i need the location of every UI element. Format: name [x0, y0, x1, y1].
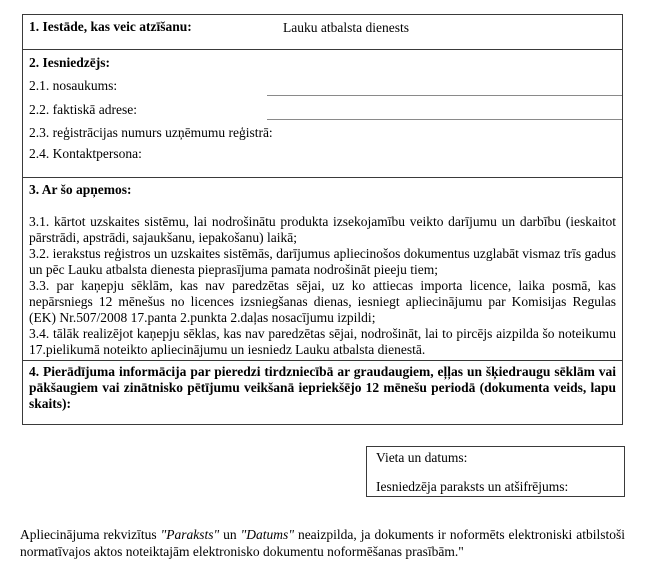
clause-3-2: 3.2. ierakstus reģistros un uzskaites sistēmās, darījumus apliecinošos dokumentus uzglabāt vismaz trīs gadus un pēc Lauku atbalsta dienesta pieprasījuma pamata nodrošināt pieeju tiem; — [29, 246, 616, 277]
footnote-part-2: un — [219, 527, 241, 542]
footnote-part-1: Apliecinājuma rekvizītus — [20, 527, 161, 542]
field-2-1-fill-line[interactable] — [267, 95, 622, 96]
field-2-3 — [29, 125, 279, 141]
field-2-1 — [29, 78, 616, 94]
field-2-3-label: 2.3. reģistrācijas numurs uzņēmumu reģistrā: — [29, 125, 273, 140]
section-1-label: 1. Iestāde, kas veic atzīšanu: — [29, 19, 192, 34]
footnote-part-3: neaizpilda, ja dokuments ir noformēts elektroniski atbilstoši normatīvajos aktos noteiktajām elektronisko dokumentu noformēšanas prasībām." — [20, 527, 625, 559]
field-2-4-label: 2.4. Kontaktpersona: — [29, 146, 142, 161]
section-3-header: 3. Ar šo apņemos: — [29, 182, 132, 197]
footnote — [20, 527, 625, 560]
field-2-2-fill-line[interactable] — [267, 119, 622, 120]
field-2-1-label: 2.1. nosaukums: — [29, 78, 118, 93]
section-4-row — [23, 360, 622, 424]
section-4-header: 4. Pierādījuma informācija par pieredzi tirdzniecībā ar graudaugiem, eļļas un šķiedraugu sēklām vai pākšaugiem vai zinātnisko pētījumu veikšanā iepriekšējo 12 mēnešu periodā (dokumenta veids, lapu skaits): — [29, 364, 616, 411]
field-2-2-label: 2.2. faktiskā adrese: — [29, 102, 137, 117]
section-1-row — [23, 15, 622, 49]
section-3-clauses — [29, 214, 616, 358]
clause-3-4: 3.4. tālāk realizējot kaņepju sēklas, kas nav paredzētas sējai, nodrošināt, lai to pircējs aizpilda šo noteikumu 17.pielikumā noteikto apliecinājumu un iesniedz Lauku atbalsta dienestā. — [29, 326, 616, 357]
clause-3-1: 3.1. kārtot uzskaites sistēmu, lai nodrošinātu produkta izsekojamību veikto darījumu un darbību (ieskaitot pārstrādi, apstrādi, sajaukšanu, iepakošanu) laikā; — [29, 214, 616, 245]
footnote-italic-datums: "Datums" — [240, 527, 294, 542]
clause-3-3: 3.3. par kaņepju sēklām, kas nav paredzētas sējai, uz ko attiecas importa licence, laika posmā, kas nepārsniegs 12 mēnešus no licences izsniegšanas dienas, iesniegt apliecinājumu par Komisijas Regulas (EK) Nr.507/2008 17.panta 2.punkta 2.daļas nosacījumu izpildi; — [29, 278, 616, 325]
field-2-2 — [29, 102, 616, 118]
place-date-label: Vieta un datums: — [376, 450, 468, 465]
section-3-row — [23, 177, 622, 360]
section-1-value: Lauku atbalsta dienests — [283, 20, 409, 35]
section-2-row — [23, 49, 622, 177]
signature-box — [366, 446, 625, 497]
registration-form-table — [22, 14, 623, 425]
signature-label: Iesniedzēja paraksts un atšifrējums: — [376, 479, 569, 494]
footnote-italic-paraksts: "Paraksts" — [160, 527, 220, 542]
section-2-header: 2. Iesniedzējs: — [29, 55, 110, 70]
field-2-4 — [29, 146, 616, 162]
